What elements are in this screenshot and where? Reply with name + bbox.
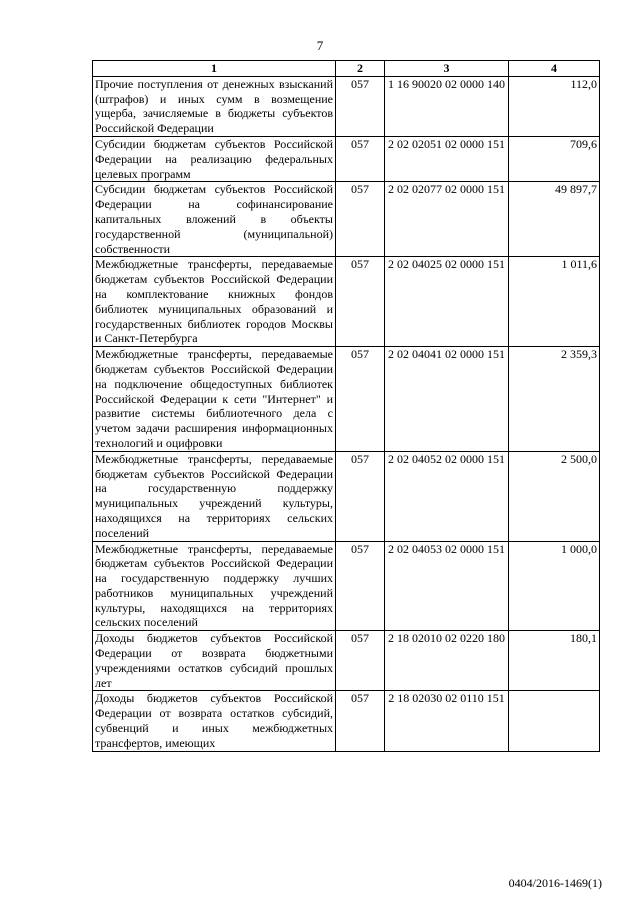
row-description: Межбюджетные трансферты, передаваемые бюджетам субъектов Российской Федерации на государственную поддержку лучших работников муниципальных учреждений культуры, находящихся на территориях сельских поселений [93, 541, 336, 631]
row-admin-code: 057 [336, 691, 385, 751]
page-number: 7 [316, 38, 324, 53]
row-amount: 180,1 [509, 631, 600, 691]
row-amount: 1 011,6 [509, 257, 600, 347]
table-row [93, 76, 600, 136]
row-classification-code: 2 02 04053 02 0000 151 [385, 541, 509, 631]
row-description: Доходы бюджетов субъектов Российской Федерации от возврата бюджетными учреждениями остатков субсидий прошлых лет [93, 631, 336, 691]
row-classification-code: 2 02 02051 02 0000 151 [385, 136, 509, 181]
table-row [93, 182, 600, 257]
table-row [93, 541, 600, 631]
column-header-4: 4 [509, 61, 600, 77]
row-classification-code: 1 16 90020 02 0000 140 [385, 76, 509, 136]
row-amount [509, 691, 600, 751]
row-amount: 112,0 [509, 76, 600, 136]
row-classification-code: 2 02 04052 02 0000 151 [385, 451, 509, 541]
table-row [93, 631, 600, 691]
row-description: Доходы бюджетов субъектов Российской Федерации от возврата остатков субсидий, субвенций и иных межбюджетных трансфертов, имеющих [93, 691, 336, 751]
table-header-row [93, 61, 600, 77]
row-description: Межбюджетные трансферты, передаваемые бюджетам субъектов Российской Федерации на государственную поддержку муниципальных учреждений культуры, находящихся на территориях сельских поселений [93, 451, 336, 541]
column-header-3: 3 [385, 61, 509, 77]
row-admin-code: 057 [336, 257, 385, 347]
budget-table [92, 60, 600, 752]
column-header-1: 1 [93, 61, 336, 77]
row-classification-code: 2 18 02010 02 0220 180 [385, 631, 509, 691]
row-classification-code: 2 18 02030 02 0110 151 [385, 691, 509, 751]
row-description: Субсидии бюджетам субъектов Российской Федерации на реализацию федеральных целевых программ [93, 136, 336, 181]
row-amount: 1 000,0 [509, 541, 600, 631]
document-code: 0404/2016-1469(1) [508, 876, 602, 890]
row-classification-code: 2 02 04025 02 0000 151 [385, 257, 509, 347]
row-admin-code: 057 [336, 631, 385, 691]
table-row [93, 136, 600, 181]
row-amount: 49 897,7 [509, 182, 600, 257]
row-amount: 709,6 [509, 136, 600, 181]
table-row [93, 347, 600, 452]
row-classification-code: 2 02 02077 02 0000 151 [385, 182, 509, 257]
column-header-2: 2 [336, 61, 385, 77]
row-amount: 2 359,3 [509, 347, 600, 452]
row-description: Прочие поступления от денежных взысканий (штрафов) и иных сумм в возмещение ущерба, зачисляемые в бюджеты субъектов Российской Федерации [93, 76, 336, 136]
row-admin-code: 057 [336, 76, 385, 136]
row-description: Межбюджетные трансферты, передаваемые бюджетам субъектов Российской Федерации на подключение общедоступных библиотек Российской Федерации к сети "Интернет" и развитие системы библиотечного дела с учетом задачи расширения информационных технологий и оцифровки [93, 347, 336, 452]
row-admin-code: 057 [336, 541, 385, 631]
row-classification-code: 2 02 04041 02 0000 151 [385, 347, 509, 452]
row-admin-code: 057 [336, 182, 385, 257]
row-admin-code: 057 [336, 347, 385, 452]
table-row [93, 451, 600, 541]
row-amount: 2 500,0 [509, 451, 600, 541]
row-admin-code: 057 [336, 136, 385, 181]
table-row [93, 257, 600, 347]
row-admin-code: 057 [336, 451, 385, 541]
table-row [93, 691, 600, 751]
row-description: Субсидии бюджетам субъектов Российской Федерации на софинансирование капитальных вложений в объекты государственной (муниципальной) собственности [93, 182, 336, 257]
row-description: Межбюджетные трансферты, передаваемые бюджетам субъектов Российской Федерации на комплектование книжных фондов библиотек муниципальных образований и государственных библиотек городов Москвы и Санкт-Петербурга [93, 257, 336, 347]
